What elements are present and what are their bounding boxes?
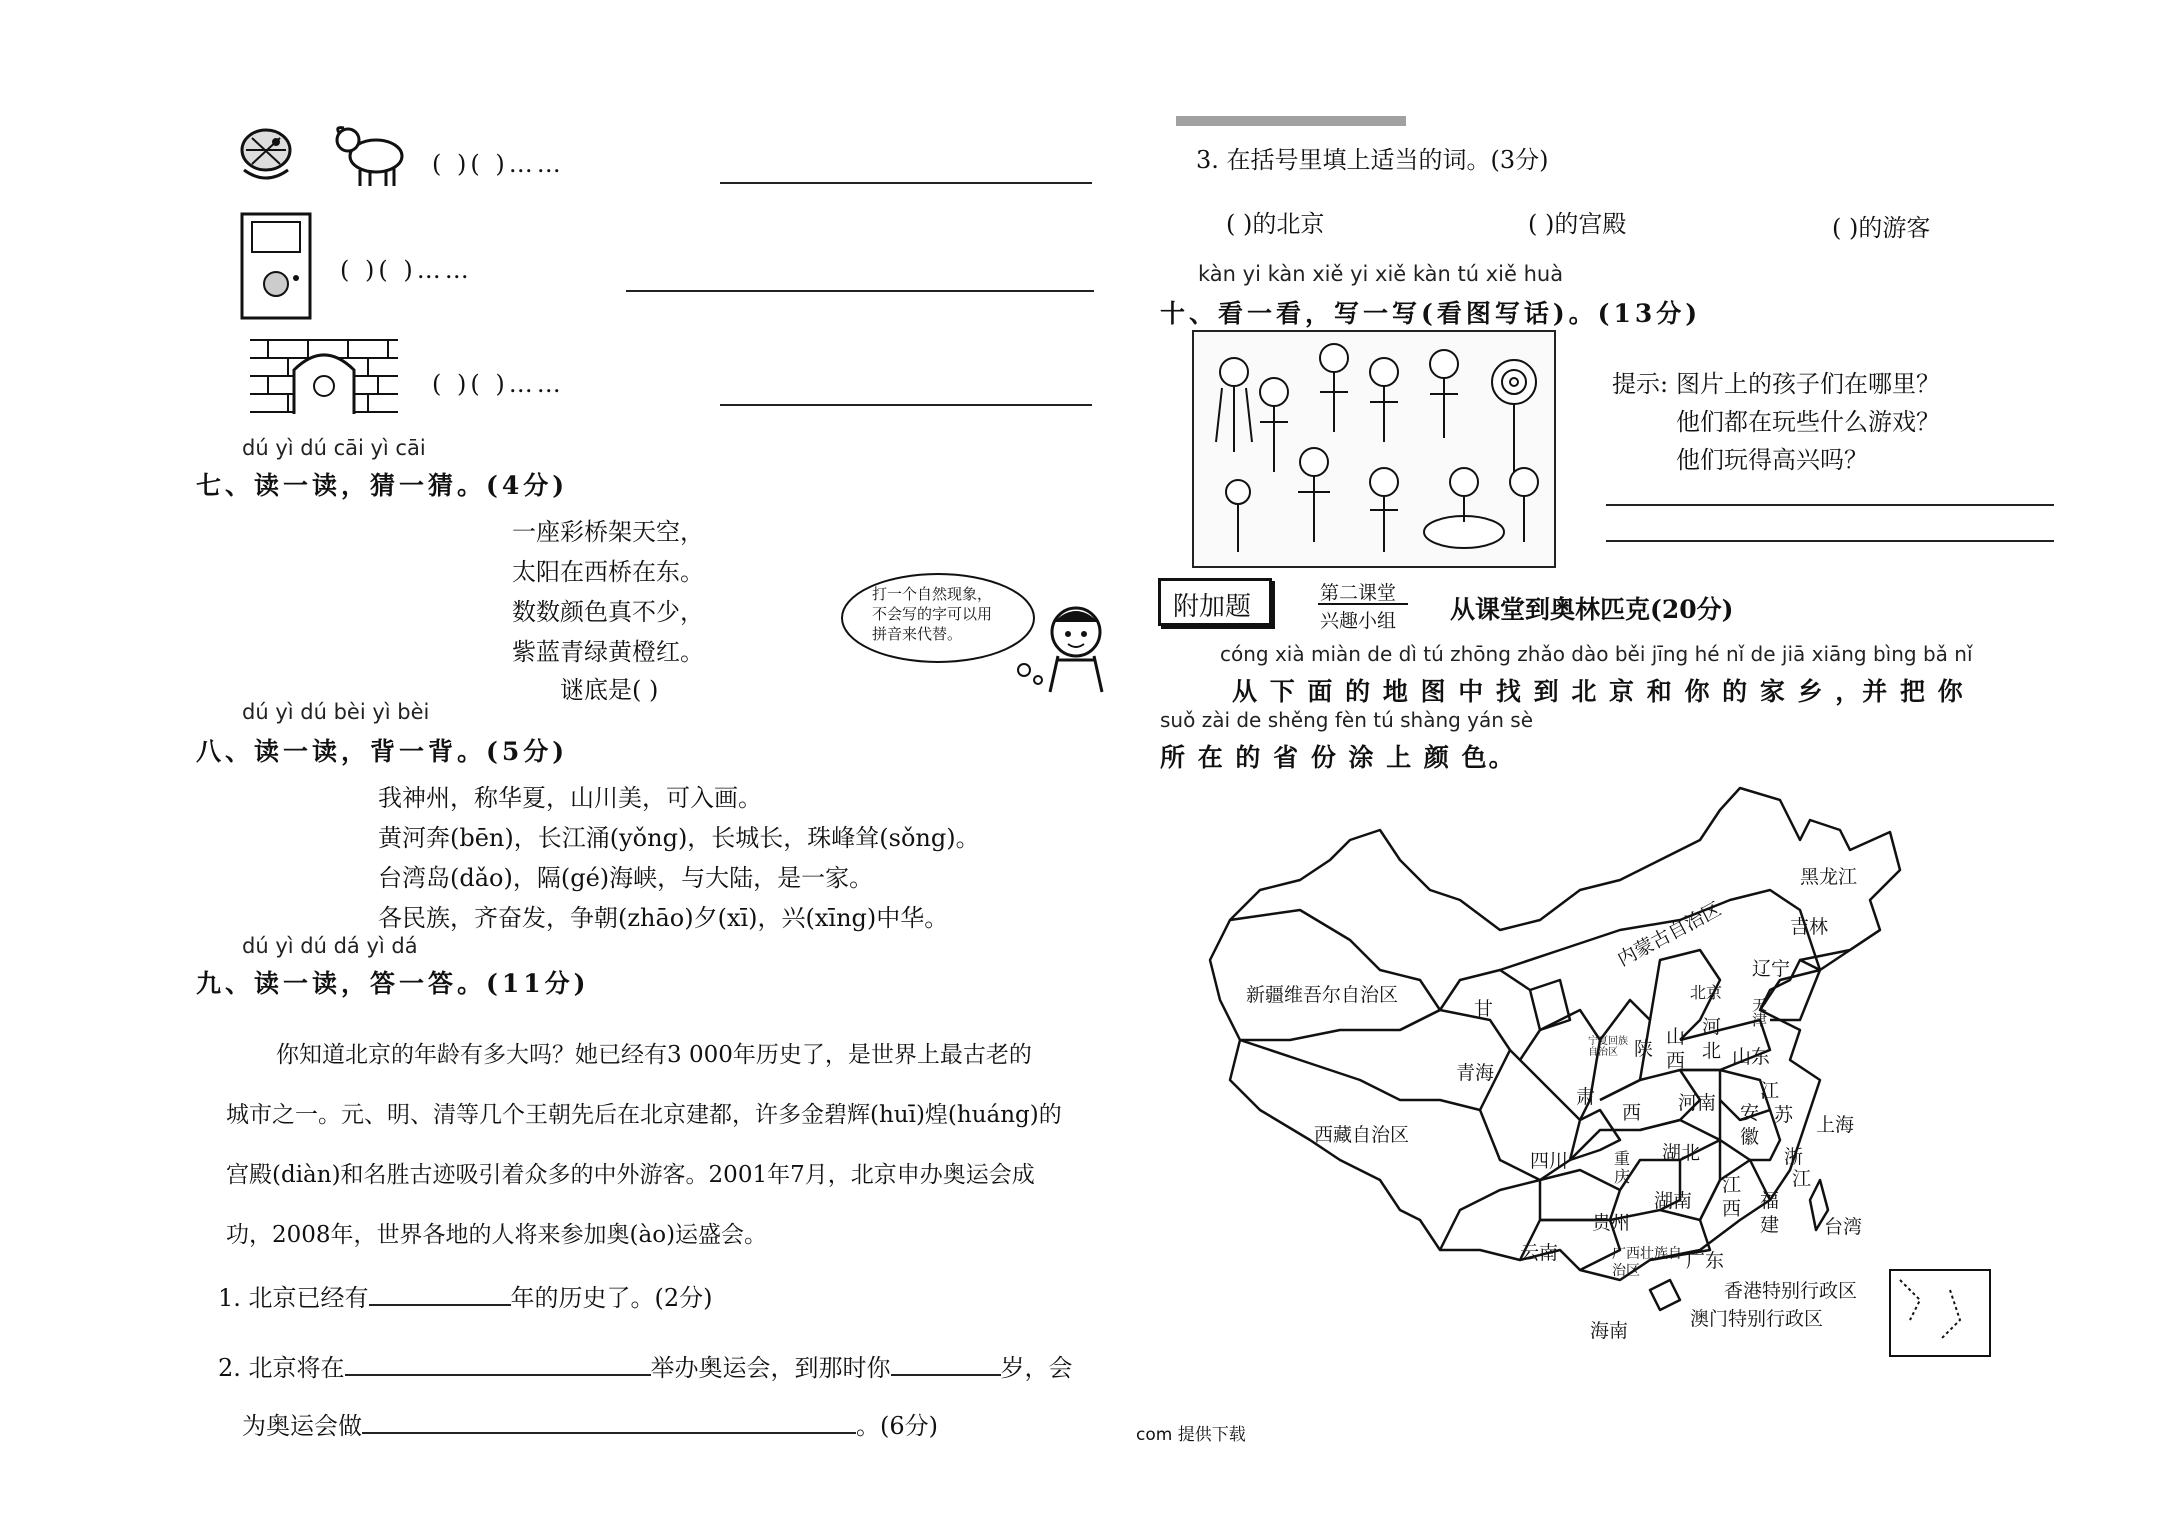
map-label-fujian-1[interactable]: 福	[1760, 1190, 1780, 1212]
map-label-taiwan[interactable]: 台湾	[1824, 1216, 1863, 1238]
riddle-row-2-blanks[interactable]: ( )( )……	[340, 256, 473, 284]
bonus-instruction-1: 从 下 面 的 地 图 中 找 到 北 京 和 你 的 家 乡 ，并 把 你	[1232, 677, 1965, 706]
sec9-heading: 九、读一读，答一答。(11分)	[196, 969, 590, 998]
map-label-anhui-1[interactable]: 安	[1740, 1102, 1760, 1124]
poem-line-2: 太阳在西桥在东。	[512, 558, 704, 586]
map-label-guangxi[interactable]: 广西壮族自治区	[1612, 1246, 1682, 1279]
hint-2: 他们都在玩些什么游戏？	[1676, 408, 1940, 436]
map-label-jiangxi-1[interactable]: 江	[1722, 1174, 1742, 1196]
riddle-answer[interactable]: 谜底是( )	[560, 676, 659, 704]
question-2-tail: 岁，会	[1000, 1354, 1073, 1382]
map-label-macau[interactable]: 澳门特别行政区	[1690, 1308, 1824, 1330]
footer-text: com 提供下载	[1136, 1425, 1246, 1445]
sec8-heading: 八、读一读，背一背。(5分)	[196, 737, 569, 766]
verse-line-3: 台湾岛(dǎo)，隔(gé)海峡，与大陆，是一家。	[378, 864, 874, 892]
map-label-shaanxi-2[interactable]: 西	[1622, 1102, 1642, 1124]
question-2-continued	[242, 1406, 938, 1441]
question-2-prefix: 2. 北京将在	[218, 1354, 345, 1382]
q2-do-blank[interactable]	[362, 1410, 856, 1434]
passage-line-3: 宫殿(diàn)和名胜古迹吸引着众多的中外游客。2001年7月，北京申办奥运会成	[226, 1162, 1035, 1188]
map-label-yunnan[interactable]: 云南	[1520, 1242, 1559, 1264]
question-1-prefix: 1. 北京已经有	[218, 1284, 369, 1312]
riddle-row-2-answer-line[interactable]	[626, 290, 1094, 292]
map-label-shandong[interactable]: 山东	[1732, 1046, 1771, 1068]
writing-line-2[interactable]	[1606, 540, 2054, 542]
poem-line-1: 一座彩桥架天空，	[512, 518, 704, 546]
map-label-henan[interactable]: 河南	[1678, 1092, 1717, 1114]
verse-line-4: 各民族，齐奋发，争朝(zhāo)夕(xī)，兴(xīng)中华。	[378, 904, 949, 932]
riddle-row-3-blanks[interactable]: ( )( )……	[432, 370, 565, 398]
bonus-tag-text: 附加题	[1173, 592, 1252, 622]
border-ningxia	[1530, 980, 1570, 1030]
map-label-jilin[interactable]: 吉林	[1790, 916, 1829, 938]
riddle-row-3-answer-line[interactable]	[720, 404, 1092, 406]
map-label-hebei-2[interactable]: 北	[1702, 1040, 1722, 1062]
map-label-liaoning[interactable]: 辽宁	[1752, 958, 1791, 980]
map-label-fujian-2[interactable]: 建	[1760, 1214, 1780, 1236]
bonus-title: 从课堂到奥林匹克(20分)	[1450, 595, 1734, 624]
map-label-heilongjiang[interactable]: 黑龙江	[1800, 866, 1858, 888]
question-3: 3. 在括号里填上适当的词。(3分)	[1196, 146, 1549, 174]
speech-bubble	[838, 570, 1038, 670]
south-sea-inset	[1890, 1270, 1990, 1356]
scan-artifact	[1176, 116, 1406, 126]
china-map[interactable]	[1200, 780, 2000, 1360]
hint-1: 图片上的孩子们在哪里？	[1676, 370, 1940, 398]
map-label-gansu-1[interactable]: 甘	[1474, 998, 1494, 1020]
course-bottom: 兴趣小组	[1320, 610, 1397, 632]
riddle-row-1-blanks[interactable]: ( )( )……	[432, 150, 565, 178]
verse-line-2: 黄河奔(bēn)，长江涌(yǒng)，长城长，珠峰耸(sǒng)。	[378, 824, 980, 852]
map-label-shanxi-1[interactable]: 山	[1666, 1026, 1686, 1048]
map-label-hubei[interactable]: 湖北	[1662, 1142, 1701, 1164]
sec9-pinyin: dú yì dú dá yì dá	[242, 934, 418, 958]
map-label-anhui-2[interactable]: 徽	[1740, 1126, 1760, 1148]
wall-picture	[248, 330, 400, 416]
map-label-jiangsu-1[interactable]: 江	[1760, 1080, 1780, 1102]
verse-line-1: 我神州，称华夏，山川美，可入画。	[378, 784, 762, 812]
q1-answer-blank[interactable]	[369, 1282, 511, 1306]
door-picture	[240, 212, 312, 320]
map-label-ningxia[interactable]: 宁夏回族自治区	[1588, 1036, 1628, 1058]
hint-3: 他们玩得高兴吗？	[1676, 446, 1868, 474]
map-label-gansu-2[interactable]: 肃	[1576, 1086, 1596, 1108]
question-2-score: 。(6分)	[856, 1412, 938, 1440]
boy-thinking-picture	[1010, 600, 1110, 694]
riddle-row-1-answer-line[interactable]	[720, 182, 1092, 184]
map-label-inner-mongolia[interactable]: 内蒙古自治区	[1613, 898, 1725, 971]
sec8-pinyin: dú yì dú bèi yì bèi	[242, 700, 430, 724]
map-label-hong-kong[interactable]: 香港特别行政区	[1724, 1280, 1858, 1302]
passage-line-2: 城市之一。元、明、清等几个王朝先后在北京建都，许多金碧辉(huī)煌(huáng)的	[226, 1102, 1062, 1128]
speech-bubble-text: 打一个自然现象，不会写的字可以用拼音来代替。	[872, 585, 993, 643]
bonus-pinyin-2: suǒ zài de shěng fèn tú shàng yán sè	[1160, 708, 1534, 732]
q2-age-blank[interactable]	[891, 1352, 1001, 1376]
map-label-hunan[interactable]: 湖南	[1654, 1190, 1693, 1212]
map-label-jiangxi-2[interactable]: 西	[1722, 1198, 1742, 1220]
map-label-shaanxi-1[interactable]: 陕	[1634, 1038, 1654, 1060]
map-label-zhejiang-1[interactable]: 浙	[1784, 1146, 1804, 1168]
fish-picture	[236, 124, 296, 188]
map-label-qinghai[interactable]: 青海	[1456, 1062, 1495, 1084]
sec10-heading: 十、看一看，写一写(看图写话)。(13分)	[1160, 299, 1702, 328]
sheep-picture	[330, 124, 408, 190]
map-label-hainan[interactable]: 海南	[1590, 1320, 1629, 1342]
map-label-hebei-1[interactable]: 河	[1702, 1016, 1722, 1038]
hint-label: 提示:	[1612, 370, 1669, 398]
passage-line-4: 功，2008年，世界各地的人将来参加奥(ào)运盛会。	[226, 1222, 768, 1248]
border-xinjiang	[1230, 910, 1440, 1040]
bonus-pinyin-1: cóng xià miàn de dì tú zhōng zhǎo dào běi jīng hé nǐ de jiā xiāng bìng bǎ nǐ	[1220, 642, 1973, 666]
q3-item-tourist[interactable]: ( )的游客	[1832, 214, 1931, 242]
border-tibet	[1240, 1040, 1480, 1110]
map-label-tianjin[interactable]: 天津	[1752, 996, 1768, 1029]
bonus-instruction-2: 所 在 的 省 份 涂 上 颜 色。	[1160, 743, 1516, 772]
map-label-shanxi-2[interactable]: 西	[1666, 1050, 1686, 1072]
q3-item-palace[interactable]: ( )的宫殿	[1528, 210, 1627, 238]
writing-line-1[interactable]	[1606, 504, 2054, 506]
map-label-guizhou[interactable]: 贵州	[1592, 1212, 1631, 1234]
sec7-pinyin: dú yì dú cāi yì cāi	[242, 436, 426, 460]
map-label-tibet[interactable]: 西藏自治区	[1314, 1124, 1410, 1146]
sec7-heading: 七、读一读，猜一猜。(4分)	[196, 471, 569, 500]
question-1-suffix: 年的历史了。(2分)	[510, 1284, 713, 1312]
map-label-zhejiang-2[interactable]: 江	[1792, 1168, 1812, 1190]
children-playing-picture	[1192, 330, 1556, 568]
question-2-do-prefix: 为奥运会做	[242, 1412, 362, 1440]
hainan-island	[1650, 1280, 1680, 1310]
bonus-tag	[1158, 578, 1272, 626]
course-top: 第二课堂	[1320, 582, 1397, 604]
course-divider	[1318, 603, 1408, 605]
map-label-sichuan[interactable]: 四川	[1530, 1150, 1569, 1172]
passage-line-1: 你知道北京的年龄有多大吗？她已经有3 000年历史了，是世界上最古老的	[276, 1042, 1032, 1068]
map-outline	[1210, 788, 1900, 1280]
map-label-chongqing[interactable]: 重庆	[1614, 1149, 1631, 1186]
poem-line-3: 数数颜色真不少，	[512, 598, 704, 626]
question-1	[218, 1278, 713, 1313]
q2-place-blank[interactable]	[345, 1352, 651, 1376]
map-label-guangdong[interactable]: 广东	[1686, 1250, 1725, 1272]
q3-item-beijing[interactable]: ( )的北京	[1226, 210, 1325, 238]
question-2	[218, 1348, 1073, 1383]
map-label-shanghai[interactable]: 上海	[1816, 1114, 1855, 1136]
question-2-middle: 举办奥运会，到那时你	[650, 1354, 891, 1382]
sec10-pinyin: kàn yi kàn xiě yi xiě kàn tú xiě huà	[1198, 262, 1564, 286]
poem-line-4: 紫蓝青绿黄橙红。	[512, 638, 704, 666]
map-label-jiangsu-2[interactable]: 苏	[1774, 1104, 1794, 1126]
map-label-xinjiang[interactable]: 新疆维吾尔自治区	[1246, 984, 1399, 1006]
map-label-beijing[interactable]: 北京	[1690, 983, 1723, 1002]
